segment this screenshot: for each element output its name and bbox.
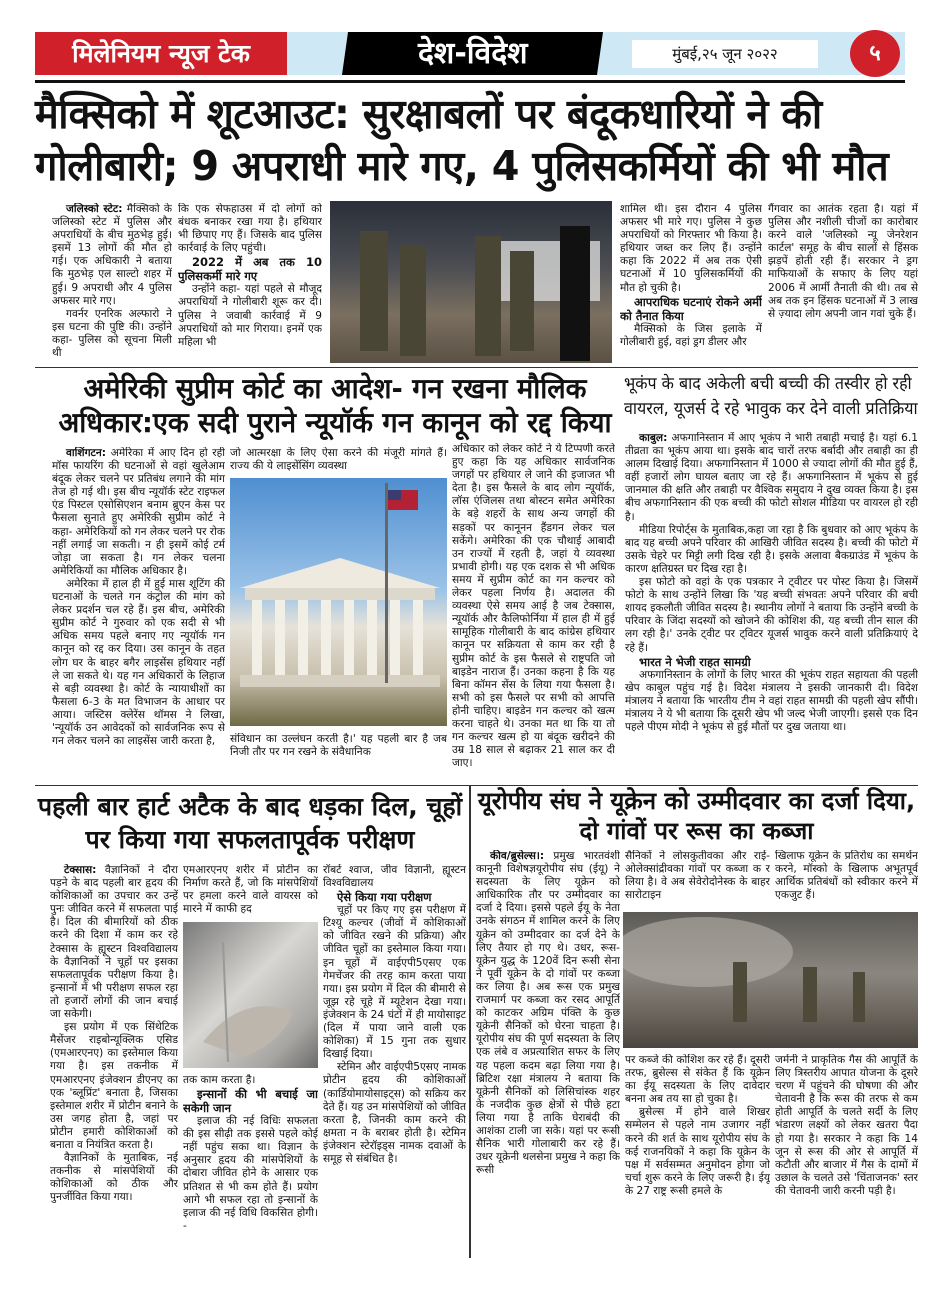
edition-date: मुंबई,२५ जून २०२२ [672,45,778,63]
soldiers-illustration [330,201,612,363]
paragraph [625,669,918,734]
paragraph-text: गवर्नर एनरिक अल्फारो ने इस घटना की पुष्टि की। उन्होंने कहा- पुलिस को सूचना मिली थी [52,307,172,360]
ukraine-soldiers-photo [623,912,918,1048]
eu-headline: यूरोपीय संघ ने यूक्रेन को उम्मीदवार का दर्जा दिया, दो गांवों पर रूस का कब्जा [477,787,916,845]
paragraph [50,864,178,1021]
paragraph-text: कि एक सेफहाउस में दो लोगों को बंधक बनाकर रखा गया है। हथियार भी छिपाए गए हैं। जिसके बाद पुलिस कार्रवाई के लिए पहुंची। [178,203,322,255]
paragraph-text: ब्रुसेल्स में होने वाले शिखर सम्मेलन से पहले नाम उजागर नहीं करने की शर्त के साथ यूरोपीय संघ के कई राजनयिकों ने कहा कि यूक्रेन के पक्ष में सर्वसम्मत अनुमोदन होगा जो चर्चा शुरू करने के लिए जरूरी है। ईयू के 27 राष्ट्र रूसी हमले के [625,1106,770,1197]
paragraph-text: अफगानिस्तान के लोगों के लिए भारत की भूकंप राहत सहायता की पहली खेप काबुल पहुंच गई है। विदेश मंत्रालय ने इसकी जानकारी दी। विदेश मंत्रालय ने बताया कि भारतीय टीम ने वहां राहत सामग्री की पहली खेप सौंपी। मंत्रालय ने ये भी बताया कि दूसरी खेप भी जल्द भेजी जाएगी। इससे एक दिन पहले पीएम मोदी ने भूकंप से हुई मौतों पर दुख जताया था। [625,668,918,733]
paragraph-text: वैज्ञानिकों के मुताबिक, नई तकनीक से मांसपेशियों की कोशिकाओं को ठीक और पुनर्जीवित किया गया। [50,1152,178,1204]
paragraph-text: मैक्सिको के जिस इलाके में गोलीबारी हुई, वहां ड्रग डीलर और [620,322,762,348]
paragraph [452,443,615,770]
paragraph [52,203,172,308]
article-column [52,203,172,363]
paragraph [52,578,225,748]
article-column [52,447,225,777]
paragraph-text: मीडिया रिपोर्ट्स के मुताबिक,कहा जा रहा है कि बुधवार को आए भूकंप के बाद यह बच्ची अपने परिवार की आखिरी जीवित सदस्य है। बच्ची की फोटो में उसके चेहरे पर मिट्टी लगी दिख रही है। इसके अलावा बैकग्राउंड में भूकंप के कारण क्षतिग्रस्त घर दिख रहा है। [625,523,918,575]
article-column [620,203,762,363]
supreme-court-headline: अमेरिकी सुप्रीम कोर्ट का आदेश- गन रखना मौलिक अधिकार:एक सदी पुराने न्यूयॉर्क गन कानून को रद्द किया [58,372,612,439]
section-title: देश-विदेश [417,36,528,71]
paragraph [625,1106,770,1198]
paragraph-text: जर्मनी ने प्राकृतिक गैस की आपूर्ति के लिए त्रिस्तरीय आपात योजना के दूसरे चरण में पहुंचने की घोषणा की और चेतावनी है कि रूस की तरफ से कम होती आपूर्ति के चलते सर्दी के लिए भंडारण लक्ष्यों को लेकर खतरा पैदा हो गया है। सरकार ने कहा कि 14 जून से रूस की ओर से आपूर्ति में कटौती और बाजार में गैस के दामों में उछाल के चलते उसे 'चिंताजनक' स्तर की चेतावनी जारी करनी पड़ी है। [775,1054,918,1197]
paragraph-text: पर कब्जे की कोशिश कर रहे हैं। दूसरी तरफ, ब्रुसेल्स से संकेत हैं कि यूक्रेन का ईयू सदस्यता के लिए दावेदार बनना अब तय सा हो चुका है। [625,1054,770,1106]
paragraph [183,1074,318,1087]
paragraph [183,864,318,916]
paragraph-text: चूहों पर किए गए इस परीक्षण में टिश्यू कल्चर (जीवों में कोशिकाओं को जीवित रखने की प्रक्रिया) और जीवित चूहों का इस्तेमाल किया गया। इन चूहों में वाईएपी5एसए एक गेमचेंजर की तरह काम करता पाया गया। इस प्रयोग में दिल की बीमारी से जूझ रहे चूहे में म्यूटेशन देखा गया। इंजेक्शन के 24 घंटों में ही मायोसाइट (दिल में पाया जाने वाली एक कोशिका) में 15 गुना तक सुधार दिखाई दिया। [323,904,466,1061]
paragraph [476,850,620,1177]
paragraph [620,323,762,349]
paragraph [620,203,762,295]
masthead-rule [35,80,905,83]
paragraph-text: उन्होंने कहा- यहां पहले से मौजूद अपराधियों ने गोलीबारी शूरू कर दी। पुलिस ने जवाबी कार्रवाई में 9 अपराधियों को मार गिराया। इनमें एक महिला भी [178,283,322,348]
subheading: 2022 में अब तक 10 पुलिसकर्मी मारे गए [178,255,322,284]
paragraph-text: संविधान का उल्लंघन करती है।' यह पहली बार है जब निजी तौर पर गन रखने के संवैधानिक [230,733,447,759]
article-column [476,850,620,1256]
article-column [775,1054,918,1256]
paragraph-text: अमेरिका में हाल ही में हुई मास शूटिंग की घटनाओं के चलते गन कंट्रोल की मांग को लेकर प्रदर्शन चल रहे हैं। इस बीच, अमेरिकी सुप्रीम कोर्ट ने गुरुवार को एक सदी से भी अधिक समय पहले बनाए गए न्यूयॉर्क गन कानून को रद्द कर दिया। उस कानून के तहत लोग घर के बाहर बगैर लाइसेंस हथियार नहीं ले जा सकते थे। यह गन अधिकारों के लिहाज से बड़ी व्यवस्था है। कोर्ट के न्यायाधीशों का फैसला 6-3 के मत विभाजन के आधार पर आया। जस्टिस क्लेरेंस थॉमस ने लिखा, 'न्यूयॉर्क उन आवेदकों को सार्वजनिक रूप से गन लेकर चलने का लाइसेंस जारी करता है, [52,577,225,748]
chest-pain-photo [183,922,318,1068]
paragraph-text: अमेरिका में आए दिन हो रही मॉस फायरिंग की घटनाओं से वहां खुलेआम बंदूक लेकर चलने पर प्रतिबंध लगाने की मांग तेज हो गई थी। इस बीच न्यूयॉर्क स्टेट राइफल एंड पिस्टल एसोसिएशन बनाम ब्रुएन केस पर फैसला सुनाते हुए अमेरिकी सुप्रीम कोर्ट ने कहा- अमेरिकियों को गन लेकर चलने पर रोक नहीं लगाई जा सकती। न ही इसमें कोई टर्म जोड़ा जा सकता है। गन लेकर चलना अमेरिकियों का मौलिक अधिकार है। [52,447,225,577]
paragraph-text: सैनिकों ने लोसकुतीवका और राई-ओलेक्सांद्रीवका गांवों पर कब्जा क र लिया है। वे अब सेवेरोदोनेस्क के बाहर सारोटाइन [625,850,770,902]
article-column [183,1074,318,1256]
paragraph-text: स्टेमिन और वाईएपी5एसए नामक प्रोटीन हृदय की कोशिकाओं (कार्डियोमायोसाइट्स) को सक्रिय कर देते हैं। यह उन मांसपेशियों को जीवित करता है, जिनकी काम करने की क्षमता न के बराबर होती है। स्टेमिन इंजेक्शन स्टेरॉइड्स नामक दवाओं के समूह से संबंधित है। [323,1061,466,1165]
paragraph-text: इस प्रयोग में एक सिंथेटिक मैसेंजर राइबोन्यूक्लिक एसिड (एमआरएनए) का इस्तेमाल किया गया है। इस तकनीक में एमआरएनए इंजेक्शन डीएनए का एक 'ब्लूप्रिंट' बनाता है, जिसका इस्तेमाल शरीर में प्रोटीन बनाने के उस जगह होता है, जहां पर प्रोटीन हमारी कोशिकाओं को बनाता व नियंत्रित करता है। [50,1021,178,1151]
paragraph [52,447,225,578]
article-column [452,443,615,778]
paragraph-text: तक काम करता है। [183,1074,256,1086]
paragraph [183,1115,318,1233]
mexico-police-photo [330,201,612,363]
earthquake-headline: भूकंप के बाद अकेली बची बच्ची की तस्वीर हो रही वायरल, यूजर्स दे रहे भावुक कर देने वाली प्रतिक्रिया [624,374,918,419]
paragraph [230,733,447,759]
section-banner [342,32,603,75]
paragraph [768,203,918,321]
court-illustration [230,478,447,726]
paragraph [625,576,918,655]
article-column [625,850,770,906]
dateline: कीव/ब्रुसेल्स।: [490,850,545,862]
brand-name: मिलेनियम न्यूज टेक [72,39,250,68]
paragraph [50,1152,178,1204]
hand-on-chest-illustration [183,922,318,1068]
supreme-court-building-photo [230,478,447,726]
divider [35,367,918,368]
dateline: काबुल: [639,432,668,444]
dateline: वाशिंगटन: [66,447,107,459]
soldiers-smoke-illustration [623,912,918,1048]
paragraph-text: प्रमुख भारतवंशी कानूनी विशेषज्ञयूरोपीय संघ (ईयू) ने सदस्यता के लिए यूक्रेन को आधिकारिक तौर पर उम्मीदवार का दर्जा दे दिया। इससे पहले ईयू के नेता उनके संगठन में शामिल करने के लिए यूक्रेन को उम्मीदवार का दर्ज देने के लिए तैयार हो गए थे। उधर, रूस-यूक्रेन युद्ध के 120वें दिन रूसी सेना ने पूर्वी यूक्रेन के दो गांवों पर कब्जा कर लिया है। अब रूस एक प्रमुख राजमार्ग पर कब्जा कर रसद आपूर्ति को काटकर अग्रिम पंक्ति के कुछ यूक्रेनी सैनिकों को घेरना चाहता है। यूरोपीय संघ की पूर्ण सदस्यता के लिए एक लंबे व अप्रत्याशित सफर के लिए यह पहला कदम बढ़ा लिया गया है। ब्रिटिश रक्षा मंत्रालय ने बताया कि यूक्रेनी सैनिकों को लिसिचांस्क शहर के नजदीक कुछ क्षेत्रों से पीछे हटा लिया गया है ताकि घेराबंदी की आशंका टाली जा सके। यहां पर रूसी सैनिक भारी गोलाबारी कर रहे हैं। उधर यूक्रेनी थलसेना प्रमुख ने कहा कि रूसी [476,850,620,1177]
article-column [230,733,447,777]
article-column [323,864,466,1256]
paragraph [50,1021,178,1152]
paragraph-text: अफगानिस्तान में आए भूकंप ने भारी तबाही मचाई है। यहां 6.1 तीव्रता का भूकंप आया था। इसके बाद चारों तरफ बर्बादी और तबाही का ही आलम दिखाई दिया। अफगानिस्तान में 1000 से ज्यादा लोगों की मौत हुई हैं, वहीं हजारों लोग घायल बताए जा रहे हैं। अफगानिस्तान में भूकंप से हुई जानमाल की क्षति और तबाही पर वैश्विक समुदाय ने दुख व्यक्त किया है। इस बीच अफगानिस्तान की एक बच्ची की फोटो सोशल मीडिया पर वायरल हो रही है। [625,432,918,523]
dateline: जलिस्को स्टेट: [66,203,123,215]
paragraph-text: शामिल थी। इस दौरान 4 पुलिस अफसर भी मारे गए। पुलिस ने कुछ अपराधियों को गिरफ्तार भी किया है। हथियार जब्त कर लिए हैं। उन्होंने कहा कि 2022 में अब तक ऐसी घटनाओं में 10 पुलिसकर्मियों की मौत हो चुकी है। [620,203,762,294]
article-column [625,432,918,780]
paragraph-text: एमआरएनए शरीर में प्रोटीन का निर्माण करते हैं, जो कि मांसपेशियों पर हमला करने वाले वायरस को मारने में काफी हद [183,864,318,916]
article-column [625,1054,770,1256]
paragraph-text: वैज्ञानिकों ने दौरा पड़ने के बाद पहली बार हृदय की कोशिकाओं का उपचार कर उन्हें पुनः जीवित करने में सफलता पाई है। दिल की बीमारियों को ठीक करने की दिशा में काम कर रहे टेक्सास के ह्यूस्टन विश्वविद्यालय के वैज्ञानिकों ने चूहों पर इसका सफलतापूर्वक परीक्षण किया है। इन्सानों में भी परीक्षण सफल रहा तो हजारों लोगों की जान बचाई जा सकेगी। [50,864,178,1021]
edition-date-box [632,40,818,68]
subheading: ऐसे किया गया परीक्षण [337,890,432,905]
paragraph [52,308,172,360]
paragraph-text: जो आत्मरक्षा के लिए ऐसा करने की मंजूरी मांगते हैं। राज्य की ये लाइसेंसिंग व्यवस्था [230,447,447,473]
paragraph [775,850,918,902]
heart-headline: पहली बार हार्ट अटैक के बाद धड़का दिल, चूहों पर किया गया सफलतापूर्वक परीक्षण [37,792,463,854]
paragraph-text: इलाज की नई विधिः सफलता की इस सीढ़ी तक इससे पहले कोई नहीं पहुंच सका था। विज्ञान के अनुसार हृदय की मांसपेशियों के दोबारा जीवित होने के आसार एक प्रतिशत से भी कम होते हैं। प्रयोग आगे भी सफल रहा तो इन्सानों के इलाज की नई विधि विकसित होगी। - [183,1115,318,1232]
paragraph [625,850,770,902]
paragraph-text: गैंगवार का आतंक रहता है। यहां में पुलिस और नशीली चीजों का कारोबार करने वाले 'जलिस्को न्यू जेनरेशन कार्टल' समूह के बीच सालों से हिंसक झड़पें होती रही हैं। सरकार ने ड्रग माफियाओं के सफाए के लिए यहां 2006 में आर्मी तैनाती की थी। तब से अब तक इन हिंसक घटनाओं में 3 लाख से ज़्यादा लोग अपनी जान गवां चुके हैं। [768,203,918,320]
paragraph-text: खिलाफ यूक्रेन के प्रतिरोध का समर्थन करने, मॉस्को के खिलाफ अभूतपूर्व आर्थिक प्रतिबंधों को स्वीकार करने में एकजुट हैं। [775,850,918,902]
paragraph [625,524,918,576]
newspaper-logo [35,32,287,75]
paragraph-text: अधिकार को लेकर कोर्ट ने ये टिप्पणी करते हुए कहा कि यह अधिकार सार्वजनिक जगहों पर हथियार ले जाने की इजाजत भी देता है। इस फैसले के बाद लोग न्यूयॉर्क, लॉस एंजिलस तथा बोस्टन समेत अमेरिका के बड़े शहरों के साथ अन्य जगहों की सड़कों पर कानूनन हैंडगन लेकर चल सकेंगे। अमेरिका की एक चौथाई आबादी उन राज्यों में रहती है, जहां ये व्यवस्था प्रभावी होगी। यह एक दशक से भी अधिक समय में सुप्रीम कोर्ट का गन कल्चर को लेकर पहला निर्णय है। अदालत की व्यवस्था ऐसे समय आई है जब टेक्सास, न्यूयॉर्क और कैलिफोर्निया में हाल ही में हुई सामूहिक गोलीबारी के बाद कांग्रेस हथियार कानून पर सक्रियता से काम कर रही है सुप्रीम कोर्ट के इस फैसले से राष्ट्रपति जो बाइडेन नाराज हैं। उनका कहना है कि यह बिना कॉमन सेंस के लिया गया फैसला है। सभी को इस फैसले पर सभी को आपत्ति होनी चाहिए। बाइडेन गन कल्चर को खत्म करना चाहते थे। उनका मत था कि या तो गन कल्चर खत्म हो या बंदूक खरीदने की उम्र 18 साल से बढ़ाकर 21 साल कर दी जाए। [452,443,615,770]
article-column [775,850,918,906]
subheading: आपराधिक घटनाएं रोकने अर्मी को तैनात किया [620,294,762,323]
column-divider [469,786,471,1258]
paragraph-text: मैक्सिको के जलिस्को स्टेट में पुलिस और अपराधियों के बीच मुठभेड़ हुई। इसमें 13 लोगों की मौत हो गई। एक अधिकारी ने बताया कि मुठभेड़ एल साल्टो शहर में हुई। 9 अपराधी और 4 पुलिस अफसर मारे गए। [52,203,172,307]
paragraph-text: इस फोटो को वहां के एक पत्रकार ने ट्वीटर पर पोस्ट किया है। जिसमें फोटो के साथ उन्होंने लिखा कि 'यह बच्ची संभवतः अपने परिवार की बची शायद इकलौती जीवित सदस्य है। स्थानीय लोगों ने बताया कि उन्होंने बच्ची के परिवार के जिंदा सदस्यों को खोजने की कोशिश की, यह बच्ची तीन साल की लग रही है।' उनके ट्वीट पर ट्विटर यूजर्स भावुक करने वाली प्रतिक्रियाएं दे रहे हैं। [625,576,918,654]
subheading: इन्सानों की भी बचाई जा सकेगी जान [183,1087,318,1116]
article-column [50,864,178,1256]
paragraph-text: रॉबर्ट श्वाज, जीव विज्ञानी, ह्यूस्टन विश्वविद्यालय [323,864,466,890]
article-column [768,203,918,363]
article-column [178,203,322,363]
subheading: भारत ने भेजी राहत सामग्री [639,654,751,669]
paragraph [230,447,447,473]
paragraph [323,864,466,890]
dateline: टेक्सास: [64,864,97,876]
article-column [183,864,318,918]
paragraph [323,1061,466,1166]
paragraph [178,283,322,348]
paragraph [625,432,918,524]
page-number: ५ [850,30,900,77]
article-column [230,447,447,475]
paragraph [775,1054,918,1198]
paragraph [323,904,466,1061]
paragraph [178,203,322,255]
lead-headline: मैक्सिको में शूटआउट: सुरक्षाबलों पर बंदूकधारियों ने की गोलीबारी; 9 अपराधी मारे गए, 4 पुलिसकर्मियों की भी मौत [35,90,889,190]
paragraph [625,1054,770,1106]
